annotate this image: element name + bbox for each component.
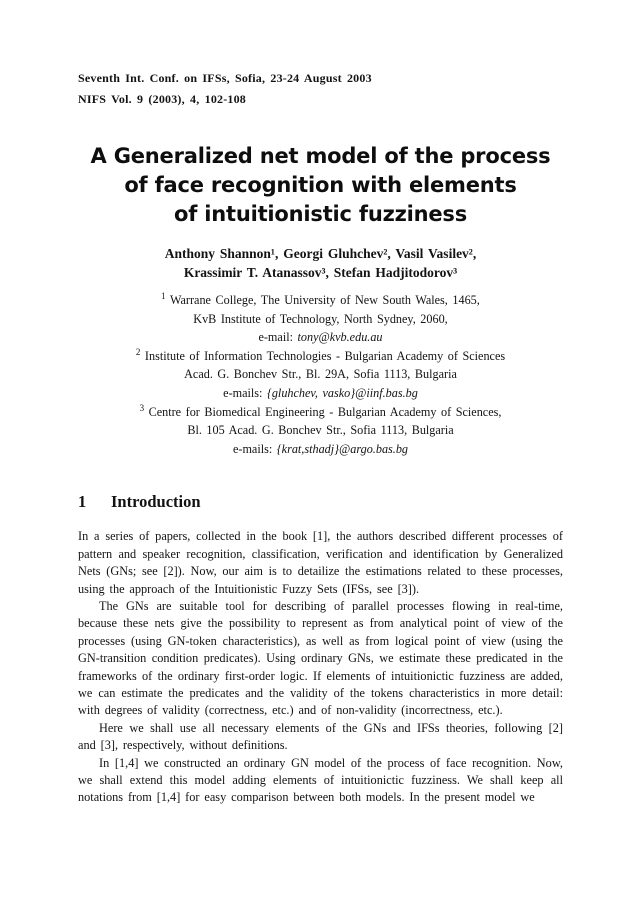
authors-line-2: Krassimir T. Atanassov³, Stefan Hadjitodorov³: [183, 265, 458, 280]
email-address: tony@kvb.edu.au: [297, 330, 383, 345]
paragraph-1: In a series of papers, collected in the book [1], the authors described different processes of pattern and speaker recognition, classification, verification and identification by Generalized Nets (GNs; see [2]). Now, our aim is to detailize the estimations related to these processes, using the approach of the Intuitionistic Fuzzy Sets (IFSs, see [3]).: [78, 529, 563, 596]
section-heading: [78, 492, 563, 512]
authors-line-1: Anthony Shannon¹, Georgi Gluhchev², Vasil Vasilev²,: [164, 246, 477, 261]
affiliations: [78, 291, 563, 458]
section-number: 1: [78, 492, 87, 512]
page-content: [78, 68, 563, 807]
affiliation-2-line-2: Acad. G. Bonchev Str., Bl. 29A, Sofia 1113, Bulgaria: [184, 367, 457, 382]
affiliation-3-line-1: [78, 403, 563, 422]
affiliation-1-line-2: KvB Institute of Technology, North Sydney, 2060,: [193, 311, 448, 326]
affiliation-2-text: Institute of Information Technologies - Bulgarian Academy of Sciences: [144, 348, 506, 363]
email-label: e-mails:: [223, 385, 263, 400]
affiliation-1-line-1: [78, 291, 563, 310]
affiliation-2: [78, 347, 563, 403]
affiliation-2-line-1: [78, 347, 563, 366]
affiliation-3-email-line: [78, 440, 563, 459]
affiliation-2-email-line: [78, 384, 563, 403]
affiliation-1-email-line: [78, 328, 563, 347]
email-address: {gluhchev, vasko}@iinf.bas.bg: [266, 385, 418, 400]
affiliation-3-line-2: Bl. 105 Acad. G. Bonchev Str., Sofia 1113, Bulgaria: [187, 423, 454, 438]
affiliation-1-marker: 1: [161, 290, 166, 301]
affiliation-3-text: Centre for Biomedical Engineering - Bulgarian Academy of Sciences,: [148, 404, 502, 419]
paper-title: [78, 142, 563, 229]
document-header: [78, 68, 563, 110]
title-line-3: of intuitionistic fuzziness: [173, 202, 468, 226]
email-label: e-mails:: [232, 441, 273, 456]
authors: [78, 244, 563, 282]
affiliation-1-text: Warrane College, The University of New South Wales, 1465,: [170, 293, 480, 307]
affiliation-2-marker: 2: [135, 346, 141, 357]
conference-line: Seventh Int. Conf. on IFSs, Sofia, 23-24 August 2003: [78, 71, 372, 85]
journal-line: NIFS Vol. 9 (2003), 4, 102-108: [78, 92, 247, 106]
title-line-1: A Generalized net model of the process: [90, 144, 551, 168]
paragraph-2: The GNs are suitable tool for describing of parallel processes flowing in real-time, because these nets give the possibility to represent as from analytical point of view of the processes (using GN-token characteristics), as well as from logical point of view (using the GN-transition condition predicates). Using ordinary GNs, we estimate these predicated in the frameworks of the ordinary first-order logic. If elements of intuitionictic fuzziness are added, we can estimate the predicates and the validity of the tokens characteristics in more detail: with degrees of validity (correctness, etc.) and of non-validity (incorrectness, etc.).: [78, 598, 563, 718]
affiliation-1: [78, 291, 563, 347]
email-address: {krat,sthadj}@argo.bas.bg: [276, 441, 409, 456]
section-title: Introduction: [111, 492, 201, 512]
affiliation-3-marker: 3: [139, 402, 145, 413]
affiliation-3: [78, 403, 563, 459]
introduction-text: [78, 528, 563, 807]
paragraph-3: Here we shall use all necessary elements of the GNs and IFSs theories, following [2] and [3], respectively, without definitions.: [78, 720, 563, 753]
paragraph-4: In [1,4] we constructed an ordinary GN model of the process of face recognition. Now, we shall extend this model adding elements of intuitionictic fuzziness. We shall keep all notations from [1,4] for easy comparison between both models. In the present model we: [78, 755, 563, 805]
title-line-2: of face recognition with elements: [124, 173, 517, 197]
email-label: e-mail:: [258, 330, 293, 345]
